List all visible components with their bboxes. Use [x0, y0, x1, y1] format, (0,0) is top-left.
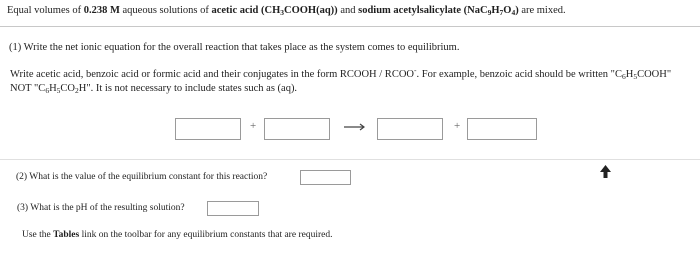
section-divider [0, 26, 700, 27]
mouse-cursor-icon [600, 165, 611, 178]
salt-sub-3: 4 [511, 8, 516, 17]
acid-sub: 3 [280, 8, 285, 17]
problem-statement [7, 4, 697, 18]
right-arrow-icon [343, 122, 367, 132]
acid-name: acetic acid (CH [211, 5, 281, 16]
intro-text-4: are mixed. [518, 5, 566, 16]
plus-sign-reactants: + [250, 120, 257, 132]
salt-sub-2: 7 [499, 8, 504, 17]
instructions-line-2 [10, 82, 695, 96]
instr-sub-5: 2 [75, 86, 79, 95]
question-3: (3) What is the pH of the resulting solution? [17, 203, 185, 213]
instructions-line-1 [10, 65, 695, 82]
instr-sub-1: 6 [621, 72, 626, 81]
salt-formula [358, 5, 519, 16]
ph-input[interactable] [207, 201, 259, 216]
tables-link[interactable]: Tables [53, 230, 80, 240]
salt-name: sodium acetylsalicylate (NaC [358, 5, 488, 16]
instr-text-1d: COOH" [637, 69, 672, 80]
instr-text-2d: H". It is not necessary to include states such as (aq). [78, 83, 298, 94]
salt-close: ) [515, 5, 519, 16]
instr-text-1c: H [625, 69, 634, 80]
product-1-input[interactable] [377, 118, 443, 140]
tables-note-text-1: Use the [22, 230, 54, 240]
instr-sup: - [413, 65, 417, 75]
equilibrium-constant-input[interactable] [300, 170, 351, 185]
salt-h: H [491, 5, 500, 16]
instr-text-2c: CO [60, 83, 75, 94]
instr-text-1b: . For example, benzoic acid should be written "C [416, 69, 622, 80]
section-divider-2 [0, 159, 700, 160]
acid-tail: COOH(aq)) [284, 5, 338, 16]
reactant-1-input[interactable] [175, 118, 241, 140]
instr-sub-2: 5 [633, 72, 638, 81]
intro-text-3: and [337, 5, 359, 16]
reactant-2-input[interactable] [264, 118, 330, 140]
instr-text-1a: Write acetic acid, benzoic acid or formic acid and their conjugates in the form RCOOH / RCOO [10, 69, 414, 80]
instr-sub-4: 5 [56, 86, 61, 95]
salt-o: O [503, 5, 512, 16]
salt-sub-1: 9 [487, 8, 492, 17]
intro-text-1: Equal volumes of [7, 5, 84, 16]
intro-text-2: aqueous solutions of [119, 5, 212, 16]
tables-note-text-2: link on the toolbar for any equilibrium constants that are required. [79, 230, 333, 240]
question-2: (2) What is the value of the equilibrium constant for this reaction? [16, 172, 268, 182]
concentration: 0.238 M [83, 5, 120, 16]
instr-sub-3: 6 [45, 86, 50, 95]
plus-sign-products: + [454, 120, 461, 132]
format-instructions [10, 65, 695, 96]
instr-text-2b: H [49, 83, 57, 94]
acid-formula [211, 5, 337, 16]
question-1: (1) Write the net ionic equation for the overall reaction that takes place as the system comes to equilibrium. [9, 42, 460, 53]
product-2-input[interactable] [467, 118, 537, 140]
tables-note [22, 230, 332, 240]
instr-text-2a: NOT "C [10, 83, 46, 94]
